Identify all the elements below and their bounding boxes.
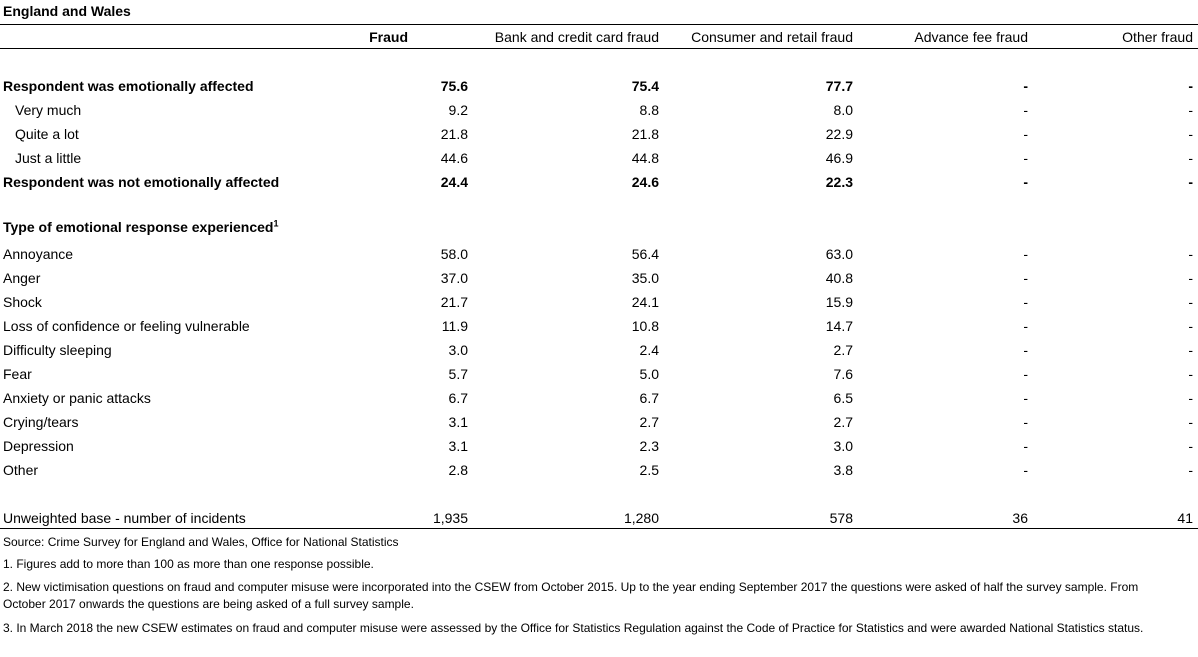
- cell-value: -: [1188, 318, 1193, 334]
- table-row: [0, 148, 1198, 168]
- cell-value: 22.3: [825, 174, 853, 190]
- row-label: Annoyance: [3, 246, 74, 262]
- cell-value: 24.4: [440, 174, 468, 190]
- cell-value: -: [1023, 126, 1028, 142]
- cell-value: -: [1188, 174, 1193, 190]
- cell-value: 1,935: [432, 510, 468, 526]
- cell-value: 36: [1012, 510, 1028, 526]
- cell-value: 3.0: [448, 342, 468, 358]
- cell-value: -: [1023, 318, 1028, 334]
- cell-value: -: [1023, 102, 1028, 118]
- row-label: Anger: [3, 270, 41, 286]
- table-row: [0, 340, 1198, 360]
- table-row: [0, 412, 1198, 432]
- cell-value: -: [1023, 294, 1028, 310]
- row-label: Shock: [3, 294, 42, 310]
- table-row: [0, 436, 1198, 456]
- row-label: Fear: [3, 366, 32, 382]
- cell-value: 3.0: [833, 438, 853, 454]
- cell-value: 3.1: [448, 438, 468, 454]
- cell-value: 21.8: [631, 126, 659, 142]
- cell-value: -: [1023, 78, 1028, 94]
- row-label: Just a little: [15, 150, 82, 166]
- row-label: Respondent was emotionally affected: [3, 78, 254, 94]
- table-row: [0, 388, 1198, 408]
- cell-value: 35.0: [631, 270, 659, 286]
- cell-value: 6.5: [833, 390, 853, 406]
- column-header: Fraud: [369, 29, 408, 45]
- table-row: [0, 124, 1198, 144]
- row-label: Quite a lot: [15, 126, 79, 142]
- cell-value: -: [1188, 390, 1193, 406]
- cell-value: 63.0: [825, 246, 853, 262]
- cell-value: -: [1023, 390, 1028, 406]
- cell-value: -: [1023, 414, 1028, 430]
- column-header: Advance fee fraud: [914, 29, 1028, 45]
- cell-value: 2.7: [833, 414, 853, 430]
- footnote: 3. In March 2018 the new CSEW estimates on fraud and computer misuse were assessed by the Office for Statistics Regulation against the Code of Practice for Statistics and were awarded National Statistics status.: [3, 621, 1144, 635]
- section-title-text: Type of emotional response experienced: [3, 219, 274, 235]
- cell-value: 1,280: [623, 510, 659, 526]
- row-label: Depression: [3, 438, 74, 454]
- cell-value: 8.0: [833, 102, 853, 118]
- cell-value: 37.0: [440, 270, 468, 286]
- cell-value: 2.7: [639, 414, 659, 430]
- column-header: Bank and credit card fraud: [494, 29, 659, 45]
- cell-value: 22.9: [825, 126, 853, 142]
- table-row: [0, 292, 1198, 312]
- cell-value: -: [1023, 462, 1028, 478]
- cell-value: 77.7: [825, 78, 853, 94]
- cell-value: 7.6: [833, 366, 853, 382]
- cell-value: 14.7: [825, 318, 853, 334]
- cell-value: 10.8: [631, 318, 659, 334]
- cell-value: -: [1023, 246, 1028, 262]
- section-title: [3, 219, 279, 235]
- cell-value: 41: [1177, 510, 1193, 526]
- table-row: [0, 100, 1198, 120]
- cell-value: -: [1188, 102, 1193, 118]
- cell-value: -: [1188, 342, 1193, 358]
- cell-value: -: [1188, 78, 1193, 94]
- cell-value: -: [1188, 126, 1193, 142]
- cell-value: 21.8: [440, 126, 468, 142]
- row-label: Loss of confidence or feeling vulnerable: [3, 318, 250, 334]
- top-rule: [0, 24, 1198, 25]
- cell-value: 15.9: [825, 294, 853, 310]
- cell-value: -: [1023, 150, 1028, 166]
- cell-value: 11.9: [441, 318, 468, 334]
- cell-value: 5.0: [639, 366, 659, 382]
- table-row: [0, 460, 1198, 480]
- cell-value: -: [1188, 294, 1193, 310]
- cell-value: -: [1023, 366, 1028, 382]
- cell-value: 44.6: [440, 150, 468, 166]
- row-label: Difficulty sleeping: [3, 342, 112, 358]
- cell-value: -: [1188, 246, 1193, 262]
- cell-value: 24.6: [631, 174, 659, 190]
- column-header: Consumer and retail fraud: [691, 29, 853, 45]
- row-label: Other: [3, 462, 39, 478]
- cell-value: 21.7: [440, 294, 468, 310]
- cell-value: 2.7: [833, 342, 853, 358]
- table-row: [0, 244, 1198, 264]
- base-row-content: [0, 508, 1198, 528]
- footnote: 1. Figures add to more than 100 as more than one response possible.: [3, 557, 374, 571]
- column-header: Other fraud: [1122, 29, 1193, 45]
- cell-value: 9.2: [448, 102, 468, 118]
- footnote: 2. New victimisation questions on fraud and computer misuse were incorporated into the CSEW from October 2015. Up to the year ending September 2017 the questions were asked of half the survey sample. From October 2017 onwards the questions are being asked of a full survey sample.: [3, 580, 1139, 611]
- table-row: [0, 172, 1198, 192]
- cell-value: 2.5: [639, 462, 659, 478]
- table-row: [0, 316, 1198, 336]
- cell-value: 24.1: [631, 294, 659, 310]
- row-label: Very much: [15, 102, 82, 118]
- cell-value: 578: [829, 510, 853, 526]
- cell-value: -: [1188, 414, 1193, 430]
- cell-value: -: [1188, 270, 1193, 286]
- cell-value: 5.7: [448, 366, 468, 382]
- cell-value: 3.8: [833, 462, 853, 478]
- cell-value: 75.6: [440, 78, 468, 94]
- cell-value: 56.4: [631, 246, 659, 262]
- cell-value: 6.7: [448, 390, 468, 406]
- region-label: England and Wales: [3, 3, 131, 19]
- row-label: Respondent was not emotionally affected: [3, 174, 280, 190]
- cell-value: -: [1188, 366, 1193, 382]
- cell-value: -: [1023, 270, 1028, 286]
- table-row: [0, 76, 1198, 96]
- cell-value: 2.3: [639, 438, 659, 454]
- cell-value: 40.8: [825, 270, 853, 286]
- row-label: Unweighted base - number of incidents: [3, 510, 246, 526]
- cell-value: 46.9: [825, 150, 853, 166]
- cell-value: -: [1188, 438, 1193, 454]
- table-row: [0, 268, 1198, 288]
- cell-value: 2.8: [448, 462, 468, 478]
- cell-value: 44.8: [631, 150, 659, 166]
- cell-value: 3.1: [448, 414, 468, 430]
- cell-value: -: [1188, 150, 1193, 166]
- section-title-footnote: 1: [273, 218, 279, 229]
- cell-value: 58.0: [440, 246, 468, 262]
- cell-value: 2.4: [639, 342, 659, 358]
- cell-value: 8.8: [639, 102, 659, 118]
- cell-value: 75.4: [631, 78, 659, 94]
- cell-value: -: [1023, 342, 1028, 358]
- source-note: Source: Crime Survey for England and Wales, Office for National Statistics: [3, 535, 399, 549]
- cell-value: -: [1023, 174, 1028, 190]
- cell-value: 6.7: [639, 390, 659, 406]
- bottom-rule: [0, 528, 1198, 529]
- cell-value: -: [1188, 462, 1193, 478]
- cell-value: -: [1023, 438, 1028, 454]
- row-label: Crying/tears: [3, 414, 79, 430]
- table-row: [0, 364, 1198, 384]
- header-rule: [0, 48, 1198, 49]
- row-label: Anxiety or panic attacks: [3, 390, 151, 406]
